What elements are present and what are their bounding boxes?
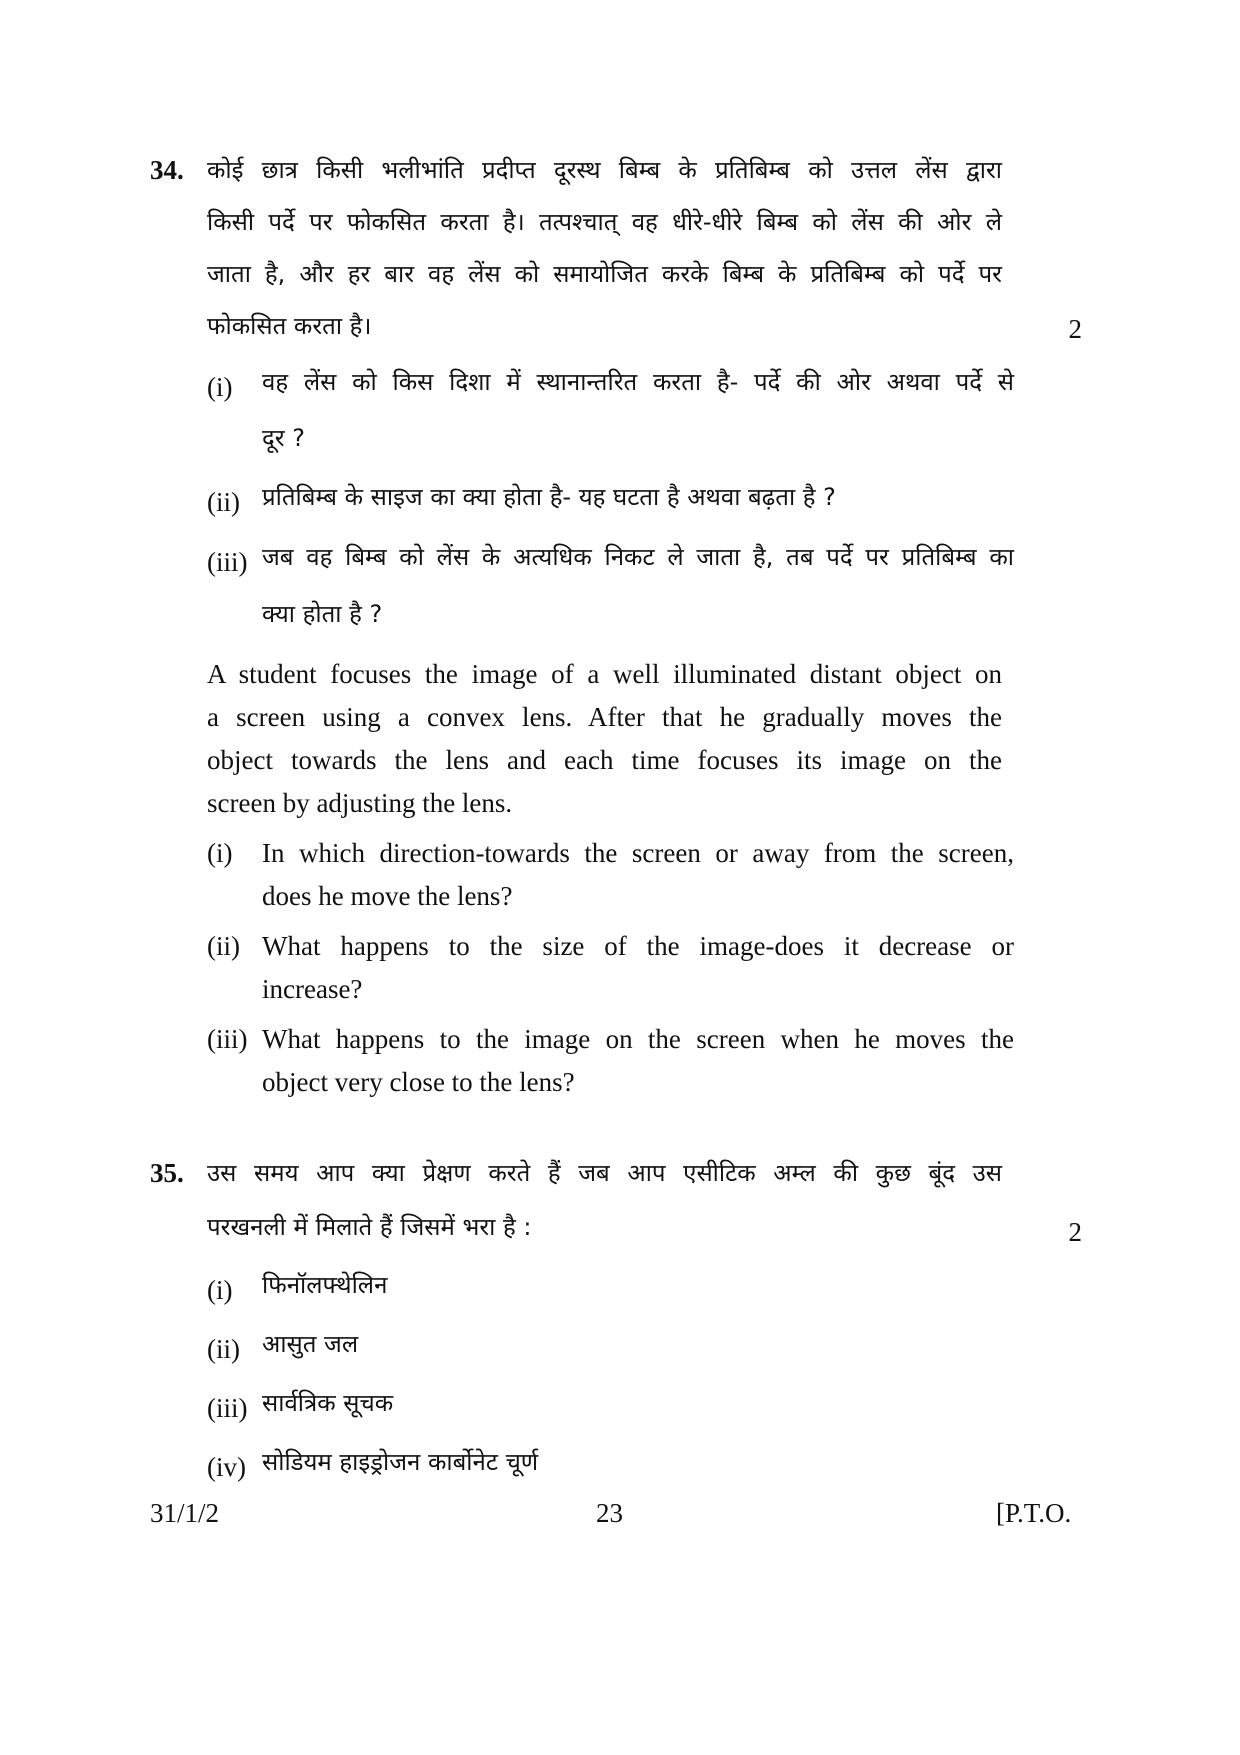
q34-hindi-part-i-line-1: वह लेंस को किस दिशा में स्थानान्तरित करता है- पर्दे की ओर अथवा पर्दे से (262, 368, 1014, 396)
q34-english-line-3: object towards the lens and each time focuses its image on the (207, 745, 1002, 775)
q35-marks: 2 (1068, 1217, 1082, 1247)
q34-hindi-part-i-line-2: दूर ? (262, 424, 305, 452)
q34-hindi-part-i-label: (i) (207, 372, 233, 402)
q35-part-i-label: (i) (207, 1275, 233, 1305)
footer-paper-code: 31/1/2 (150, 1498, 220, 1528)
q35-part-ii-text: आसुत जल (262, 1330, 359, 1358)
q34-english-line-4: screen by adjusting the lens. (207, 788, 513, 818)
q34-english-part-iii-line-1: What happens to the image on the screen when he moves the (262, 1024, 1014, 1054)
q34-hindi-line-4: फोकसित करता है। (207, 312, 372, 340)
q35-part-iii-label: (iii) (207, 1393, 248, 1423)
question-35-number: 35. (150, 1158, 184, 1188)
q34-hindi-part-iii-line-2: क्या होता है ? (262, 600, 383, 628)
q35-part-i-text: फिनॉलफ्थेलिन (262, 1271, 388, 1299)
q34-marks: 2 (1068, 314, 1082, 344)
question-34-number: 34. (150, 155, 184, 185)
q34-hindi-line-3: जाता है, और हर बार वह लेंस को समायोजित करके बिम्ब के प्रतिबिम्ब को पर्दे पर (207, 260, 1002, 288)
q35-part-ii-label: (ii) (207, 1334, 240, 1364)
q34-english-part-iii-line-2: object very close to the lens? (262, 1067, 575, 1097)
q34-hindi-part-ii-line-1: प्रतिबिम्ब के साइज का क्या होता है- यह घटता है अथवा बढ़ता है ? (262, 483, 836, 511)
q35-part-iv-label: (iv) (207, 1452, 246, 1482)
q34-english-part-i-line-1: In which direction-towards the screen or away from the screen, (262, 838, 1014, 868)
q35-hindi-line-2: परखनली में मिलाते हैं जिसमें भरा है : (207, 1213, 532, 1241)
footer-page-number: 23 (596, 1498, 623, 1528)
q34-english-part-ii-label: (ii) (207, 931, 240, 961)
q34-hindi-part-iii-line-1: जब वह बिम्ब को लेंस के अत्यधिक निकट ले जाता है, तब पर्दे पर प्रतिबिम्ब का (262, 543, 1014, 571)
q34-english-line-1: A student focuses the image of a well illuminated distant object on (207, 659, 1002, 689)
q34-hindi-line-1: कोई छात्र किसी भलीभांति प्रदीप्त दूरस्थ बिम्ब के प्रतिबिम्ब को उत्तल लेंस द्वारा (207, 156, 1002, 184)
q34-english-part-ii-line-1: What happens to the size of the image-does it decrease or (262, 931, 1014, 961)
footer-pto: [P.T.O. (996, 1498, 1072, 1528)
q34-english-part-ii-line-2: increase? (262, 974, 363, 1004)
q34-english-part-iii-label: (iii) (207, 1024, 248, 1054)
q35-part-iv-text: सोडियम हाइड्रोजन कार्बोनेट चूर्ण (262, 1448, 539, 1476)
q35-part-iii-text: सार्वत्रिक सूचक (262, 1389, 394, 1417)
q34-english-part-i-line-2: does he move the lens? (262, 881, 513, 911)
q34-english-part-i-label: (i) (207, 838, 233, 868)
q35-hindi-line-1: उस समय आप क्या प्रेक्षण करते हैं जब आप एसीटिक अम्ल की कुछ बूंद उस (207, 1159, 1002, 1187)
q34-hindi-part-ii-label: (ii) (207, 487, 240, 517)
q34-hindi-part-iii-label: (iii) (207, 547, 248, 577)
q34-english-line-2: a screen using a convex lens. After that he gradually moves the (207, 702, 1002, 732)
q34-hindi-line-2: किसी पर्दे पर फोकसित करता है। तत्पश्चात् वह धीरे-धीरे बिम्ब को लेंस की ओर ले (207, 208, 1002, 236)
